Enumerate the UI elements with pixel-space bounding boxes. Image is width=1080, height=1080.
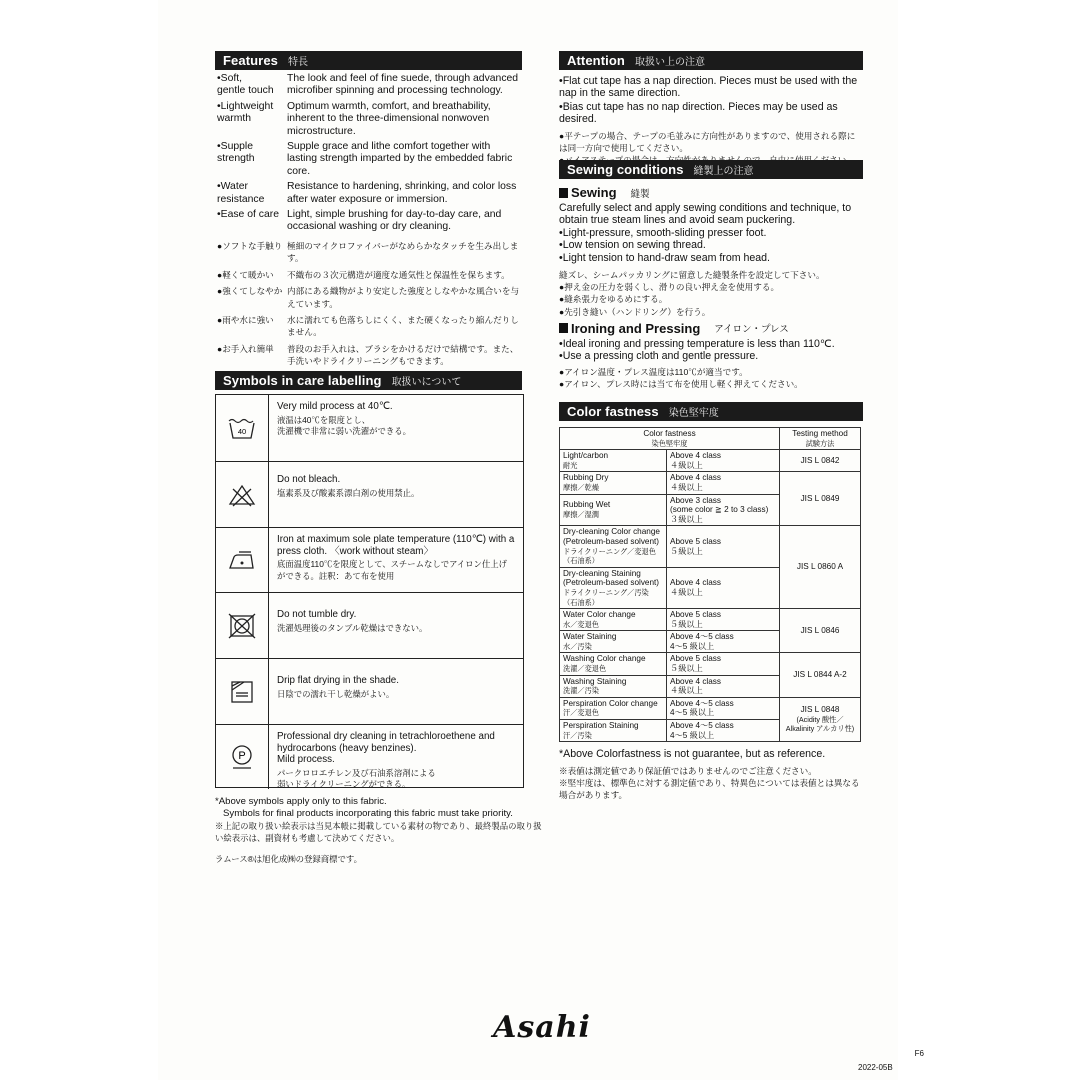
testing-method: JIS L 0842: [800, 455, 840, 465]
fastness-grade-cell: [667, 631, 780, 653]
symbols-title-jp: 取扱いについて: [391, 377, 462, 388]
fastness-item: Light/carbon: [563, 451, 609, 461]
feature-value: 水に濡れても色落ちしにくく、また硬くなったり縮んだりしません。: [287, 314, 519, 338]
fastness-grade-jp: ４級以上: [670, 686, 703, 696]
attention-title: Attention: [567, 53, 625, 68]
fastness-grade-jp: ４級以上: [670, 482, 703, 492]
care-text-en: Do not tumble dry.: [277, 609, 357, 620]
testing-method: JIS L 0844 A-2: [793, 670, 847, 680]
fastness-item: Dry-cleaning Color change (Petroleum-based solvent): [563, 527, 660, 546]
testing-method: JIS L 0848: [800, 705, 840, 715]
colorfastness-table: [559, 427, 861, 742]
fastness-item-jp: 摩擦／湿潤: [563, 509, 599, 519]
fastness-grade-jp: ４級以上: [670, 587, 703, 597]
fastness-grade-cell: [667, 526, 780, 567]
fastness-item: Rubbing Wet: [563, 500, 611, 510]
colorfastness-note: *Above Colorfastness is not guarantee, but as reference.: [559, 748, 826, 761]
feature-item-jp: [215, 314, 522, 339]
no-tumble-dry-icon: [216, 593, 269, 658]
fastness-item-cell: [560, 653, 667, 675]
sewing-bullet-jp: ●縫糸張力をゆるめにする。: [559, 294, 668, 305]
sewing-bullet-jp: ●押え金の圧力を弱くし、滑りの良い押え金を使用する。: [559, 282, 780, 293]
features-title: Features: [223, 53, 278, 68]
feature-item-jp: [215, 240, 522, 265]
fastness-item-jp: 耐光: [563, 460, 578, 470]
feature-value: 内部にある織物がより安定した強度としなやかな風合いを与えています。: [287, 286, 520, 309]
features-header: [215, 51, 522, 70]
feature-key: •Water resistance: [217, 181, 265, 205]
testing-method-cell: [780, 609, 861, 653]
feature-key: •Ease of care: [217, 209, 279, 221]
sewing-intro-jp: 縫ズレ、シームパッカリングに留意した縫製条件を設定して下さい。: [559, 270, 825, 281]
fastness-grade-jp: 4～5 級以上: [670, 730, 715, 740]
testing-method: JIS L 0849: [800, 494, 840, 504]
care-text-jp: 液温は40℃を限度とし、 洗濯機で非常に弱い洗濯ができる。: [277, 414, 411, 436]
fastness-grade-jp: ３級以上: [670, 514, 703, 524]
fastness-grade-jp: ５級以上: [670, 619, 703, 629]
care-row: [216, 462, 523, 528]
fastness-item-jp: 洗濯／変退色: [563, 664, 607, 674]
no-bleach-icon: [216, 462, 269, 527]
feature-value: 極細のマイクロファイバーがなめらかなタッチを生み出します。: [287, 240, 519, 264]
footer-date: 2022-05B: [858, 1063, 893, 1072]
care-text-en: Do not bleach.: [277, 474, 341, 485]
feature-value: Supple grace and lithe comfort together with lasting strength imparted by the embedded fabric core.: [287, 141, 513, 177]
symbols-title: Symbols in care labelling: [223, 373, 382, 388]
fastness-item-cell: [560, 720, 667, 742]
feature-item-jp: [215, 269, 522, 281]
fastness-item-jp: ドライクリーニング／変退色（石油系）: [563, 546, 656, 566]
care-text-jp: パークロロエチレン及び石油系溶剤による 弱いドライクリーニングができる。: [277, 767, 436, 789]
fastness-grade-cell: [667, 494, 780, 526]
fastness-item-cell: [560, 697, 667, 719]
colorfastness-title-jp: 染色堅牢度: [668, 408, 719, 419]
trademark-note: ラムース®は旭化成㈱の登録商標です。: [215, 854, 362, 865]
features-title-jp: 特長: [288, 57, 308, 68]
header-col2-jp: 試験方法: [805, 438, 835, 448]
colorfastness-note-jp-1: ※表値は測定値であり保証値ではありませんのでご注意ください。: [559, 765, 817, 776]
fastness-item-cell: [560, 494, 667, 526]
fastness-item: Washing Staining: [563, 676, 627, 686]
fastness-grade-jp: 4～5 級以上: [670, 708, 715, 718]
svg-text:P: P: [238, 750, 246, 762]
header-col1-jp: 染色堅牢度: [651, 438, 688, 448]
feature-value: The look and feel of fine suede, through advanced microfiber spinning and processing technology.: [287, 73, 519, 97]
ironing-bullet: •Use a pressing cloth and gentle pressure.: [559, 350, 759, 363]
testing-method-cell: [780, 697, 861, 741]
feature-key: •Soft, gentle touch: [217, 73, 274, 97]
wash-40-icon: [216, 395, 269, 461]
sewing-bullet: •Low tension on sewing thread.: [559, 239, 706, 252]
fastness-item-cell: [560, 609, 667, 631]
fastness-grade: Above 4～5 class: [670, 632, 734, 642]
feature-key: ●雨や水に強い: [217, 314, 274, 325]
header-col1: Color fastness: [643, 429, 696, 438]
table-header-row: [560, 428, 861, 450]
fastness-item: Rubbing Dry: [563, 473, 609, 483]
fastness-grade: Above 4～5 class: [670, 721, 734, 731]
ironing-subtitle-jp: アイロン・プレス: [714, 324, 789, 336]
table-row: [560, 697, 861, 719]
fastness-item-jp: 摩擦／乾燥: [563, 482, 599, 492]
attention-section: [559, 51, 863, 166]
colorfastness-note-jp-2: ※堅牢度は、標準色に対する測定値であり、特異色については表値とは異なる場合があります。: [559, 777, 860, 801]
fastness-grade-jp: 4～5 級以上: [670, 641, 715, 651]
features-list-jp: [215, 240, 522, 368]
ironing-bullet-jp: ●アイロン温度・プレス温度は110℃が適当です。: [559, 366, 748, 377]
fastness-grade-cell: [667, 450, 780, 472]
fastness-grade-cell: [667, 675, 780, 697]
care-row: [216, 725, 523, 789]
sewing-subtitle-jp: 縫製: [630, 188, 650, 200]
sewing-bullet: •Light-pressure, smooth-sliding presser foot.: [559, 226, 767, 239]
feature-value: Light, simple brushing for day-to-day care, and occasional washing or dry cleaning.: [287, 209, 502, 233]
fastness-grade-cell: [667, 567, 780, 608]
fastness-item-cell: [560, 631, 667, 653]
ironing-subtitle: Ironing and Pressing: [571, 320, 701, 336]
feature-value: 普段のお手入れは、ブラシをかけるだけで結構です。また、手洗いやドライクリーニングもできます。: [287, 343, 519, 367]
care-text-en: Very mild process at 40℃.: [277, 401, 393, 412]
sewing-title: Sewing conditions: [567, 162, 684, 177]
care-text-en: Drip flat drying in the shade.: [277, 675, 399, 686]
sewing-intro: Carefully select and apply sewing conditions and technique, to obtain true steam lines and avoid seam puckering.: [559, 202, 852, 227]
square-bullet-icon: [559, 323, 568, 333]
fastness-grade: Above 4 class: [670, 578, 721, 588]
fastness-grade-jp: ４級以上: [670, 460, 703, 470]
fastness-grade-cell: [667, 653, 780, 675]
care-text-jp: 底面温度110℃を限度として、スチームなしでアイロン仕上げができる。註釈：あて布を使用: [277, 559, 508, 581]
table-row: [560, 609, 861, 631]
svg-text:40: 40: [237, 427, 247, 436]
symbols-note-1: *Above symbols apply only to this fabric.: [215, 796, 387, 807]
care-row: [216, 659, 523, 725]
ironing-bullet: •Ideal ironing and pressing temperature is less than 110℃.: [559, 337, 835, 350]
feature-value: Resistance to hardening, shrinking, and color loss after water exposure or immersion.: [287, 181, 517, 205]
symbols-note-jp: ※上記の取り扱い絵表示は当見本帳に掲載している素材の物であり、最終製品の取り扱い絵表示は、副資材も考慮して決めてください。: [215, 821, 542, 843]
care-text-jp: 塩素系及び酸素系漂白剤の使用禁止。: [277, 487, 420, 498]
testing-method: JIS L 0846: [800, 625, 840, 635]
fastness-item: Water Color change: [563, 610, 636, 620]
fastness-item: Water Staining: [563, 632, 617, 642]
colorfastness-section: [559, 402, 863, 801]
fastness-grade-jp: ５級以上: [670, 546, 703, 556]
symbols-notes: [215, 796, 545, 866]
asahi-logo: [462, 1010, 622, 1045]
fastness-grade: Above 5 class: [670, 536, 721, 546]
care-text-jp: 日陰での濡れ干し乾燥がよい。: [277, 688, 395, 699]
fastness-grade: Above 4 class: [670, 473, 721, 483]
symbols-note-2: Symbols for final products incorporating this fabric must take priority.: [223, 807, 513, 819]
feature-value: 不織布の３次元構造が適度な通気性と保温性を保ちます。: [287, 269, 510, 280]
care-row: [216, 528, 523, 593]
table-row: [560, 526, 861, 567]
feature-item: [215, 209, 522, 234]
feature-item: [215, 101, 522, 138]
sewing-subtitle: Sewing: [571, 185, 617, 200]
drip-flat-shade-icon: [216, 659, 269, 724]
feature-item: [215, 73, 522, 98]
sewing-bullet: •Light tension to hand-draw seam from head.: [559, 251, 770, 264]
attention-text-2: •Bias cut tape has no nap direction. Pieces may be used as desired.: [559, 100, 838, 126]
colorfastness-title: Color fastness: [567, 404, 659, 419]
attention-text-1: •Flat cut tape has a nap direction. Pieces must be used with the nap in the same direction.: [559, 75, 858, 100]
fastness-item: Perspiration Staining: [563, 721, 639, 731]
fastness-grade: Above 3 class (some color ≧ 2 to 3 class): [670, 495, 769, 515]
fastness-item-cell: [560, 450, 667, 472]
fastness-item: Dry-cleaning Staining (Petroleum-based solvent): [563, 568, 660, 588]
fastness-item-cell: [560, 472, 667, 494]
features-section: [215, 51, 522, 368]
symbols-header: [215, 371, 522, 390]
fastness-item-jp: 洗濯／汚染: [563, 686, 599, 696]
feature-item: [215, 181, 522, 206]
ironing-subheader: [559, 321, 863, 336]
iron-low-icon: [216, 528, 269, 592]
testing-method: JIS L 0860 A: [796, 562, 844, 572]
fastness-item-jp: ドライクリーニング／汚染（石油系）: [563, 587, 649, 607]
table-row: [560, 472, 861, 494]
feature-item-jp: [215, 343, 522, 368]
feature-key: ●軽くて暖かい: [217, 269, 274, 280]
fastness-grade: Above 4～5 class: [670, 698, 734, 708]
attention-header: [559, 51, 863, 70]
attention-title-jp: 取扱い上の注意: [634, 57, 705, 68]
fastness-item-jp: 汗／汚染: [563, 730, 592, 740]
sewing-section: [559, 160, 863, 390]
table-header-cell: [780, 428, 861, 450]
care-text-jp: 洗濯処理後のタンブル乾燥はできない。: [277, 622, 428, 633]
care-row: [216, 593, 523, 659]
fastness-grade-cell: [667, 472, 780, 494]
feature-key: ●お手入れ簡単: [217, 343, 274, 354]
sewing-subheader: [559, 185, 863, 200]
fastness-grade-cell: [667, 697, 780, 719]
fastness-item-cell: [560, 526, 667, 567]
care-symbols-table: [215, 394, 524, 788]
fastness-item-cell: [560, 675, 667, 697]
care-text-en: Iron at maximum sole plate temperature (110℃) with a press cloth. 〈work without steam〉: [277, 534, 515, 557]
fastness-item: Washing Color change: [563, 654, 646, 664]
care-text-en: Professional dry cleaning in tetrachloroethene and hydrocarbons (heavy benzines). Mild process.: [277, 731, 495, 765]
fastness-grade-jp: ５級以上: [670, 664, 703, 674]
fastness-item-cell: [560, 567, 667, 608]
fastness-grade: Above 5 class: [670, 610, 721, 620]
features-list: [215, 73, 522, 234]
testing-method-note: (Acidity 酸性／ Alkalinity アルカリ性): [785, 714, 855, 734]
sewing-title-jp: 縫製上の注意: [693, 166, 754, 177]
testing-method-cell: [780, 526, 861, 609]
fastness-item-jp: 水／汚染: [563, 641, 592, 651]
table-row: [560, 450, 861, 472]
feature-item: [215, 141, 522, 178]
footer-code: F6: [914, 1049, 924, 1058]
feature-value: Optimum warmth, comfort, and breathability, inherent to the three-dimensional nonwoven microstructure.: [287, 100, 491, 137]
sewing-header: [559, 160, 863, 179]
fastness-grade: Above 4 class: [670, 451, 721, 461]
testing-method-cell: [780, 450, 861, 472]
square-bullet-icon: [559, 188, 568, 198]
feature-key: ●強くてしなやか: [217, 286, 283, 297]
care-row: [216, 395, 523, 462]
fastness-grade-cell: [667, 609, 780, 631]
testing-method-cell: [780, 653, 861, 697]
header-col2: Testing method: [792, 429, 848, 438]
fastness-grade: Above 5 class: [670, 654, 721, 664]
dry-clean-p-icon: [216, 725, 269, 789]
feature-key: ●ソフトな手触り: [217, 240, 283, 251]
ironing-bullet-jp: ●アイロン、プレス時には当て布を使用し軽く押えてください。: [559, 378, 803, 389]
symbols-section: [215, 371, 522, 390]
table-header-cell: [560, 428, 780, 450]
colorfastness-header: [559, 402, 863, 421]
testing-method-cell: [780, 472, 861, 526]
fastness-item-jp: 汗／変退色: [563, 708, 599, 718]
fastness-grade: Above 4 class: [670, 676, 721, 686]
logo-text: Asahi: [493, 1010, 591, 1045]
sewing-bullet-jp: ●先引き縫い（ハンドリング）を行う。: [559, 306, 711, 317]
fastness-item-jp: 水／変退色: [563, 619, 599, 629]
fastness-grade-cell: [667, 720, 780, 742]
attention-text-jp-1: ●平テープの場合、テープの毛並みに方向性がありますので、使用される際には同一方向で使用してください。: [559, 130, 856, 153]
feature-key: •Lightweight warmth: [217, 100, 274, 125]
feature-key: •Supple strength: [217, 141, 255, 165]
table-row: [560, 653, 861, 675]
feature-item-jp: [215, 285, 522, 310]
fastness-item: Perspiration Color change: [563, 698, 658, 708]
